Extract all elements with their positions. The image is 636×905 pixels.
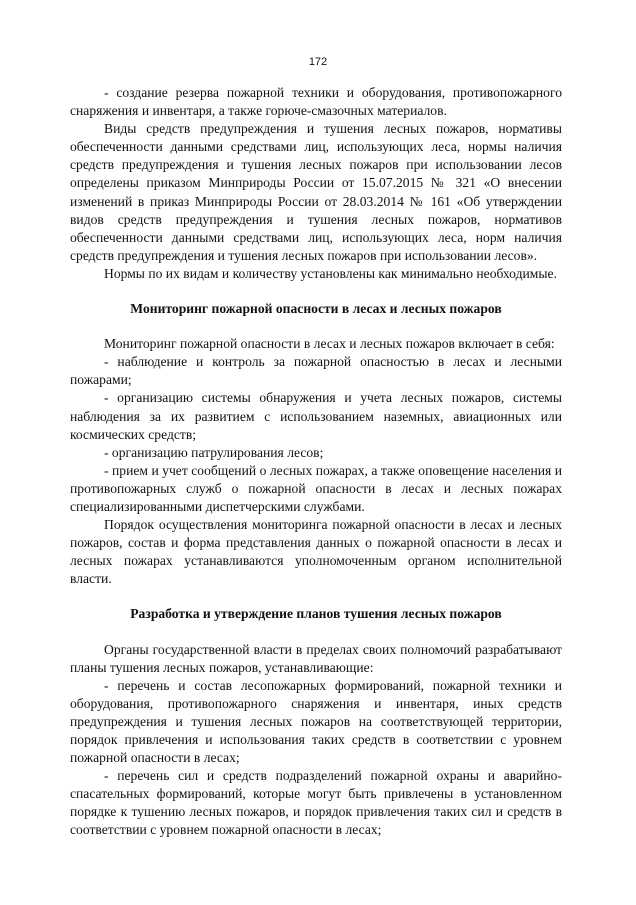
- page-number: 172: [308, 56, 328, 68]
- document-body: [70, 84, 562, 840]
- section-heading-monitoring: Мониторинг пожарной опасности в лесах и лесных пожаров: [130, 301, 502, 317]
- paragraph-monitoring-procedure: Порядок осуществления мониторинга пожарной опасности в лесах и лесных пожаров, состав и форма представления данных о пожарной опасности в лесах и лесных пожарах устанавливаются уполномоченным органом исполнительной власти.: [70, 517, 562, 587]
- list-item-patrolling: - организацию патрулирования лесов;: [104, 444, 324, 460]
- spacer: [70, 318, 562, 335]
- list-item-formations: - перечень и состав лесопожарных формирований, пожарной техники и оборудования, противопожарного снаряжения и инвентаря, иных средств предупреждения и тушения лесных пожаров на соответствующей территории, порядок привлечения и использования таких средств в соответствии с уровнем пожарной опасности в лесах;: [70, 677, 562, 766]
- paragraph-means-types: Виды средств предупреждения и тушения лесных пожаров, нормативы обеспеченности данными средствами лиц, использующих леса, нормы наличия средств предупреждения и тушения лесных пожаров при использовании лесов определены приказом Минприроды России от 15.07.2015 № 321 «О внесении изменений в приказ Минприроды России от 28.03.2014 № 161 «Об утверждении видов средств предупреждения и тушения лесных пожаров, нормативов обеспеченности данными средствами лиц, использующих леса, норм наличия средств предупреждения и тушения лесных пожаров при использовании лесов».: [70, 121, 562, 263]
- list-item-forces: - перечень сил и средств подразделений пожарной охраны и аварийно-спасательных формирований, которые могут быть привлечены в установленном порядке к тушению лесных пожаров, и порядок привлечения таких сил и средств в соответствии с уровнем пожарной опасности в лесах;: [70, 768, 562, 838]
- list-item-reports: - прием и учет сообщений о лесных пожарах, а также оповещение населения и противопожарных служб о пожарной опасности в лесах и лесных пожарах специализированными диспетчерскими службами.: [70, 462, 562, 514]
- list-item-observation: - наблюдение и контроль за пожарной опасностью в лесах и лесными пожарами;: [70, 354, 562, 388]
- paragraph-norms: Нормы по их видам и количеству установлены как минимально необходимые.: [104, 265, 557, 281]
- paragraph-monitoring-intro: Мониторинг пожарной опасности в лесах и лесных пожаров включает в себя:: [104, 336, 555, 352]
- section-heading-plans: Разработка и утверждение планов тушения лесных пожаров: [130, 606, 502, 622]
- spacer: [70, 624, 562, 641]
- paragraph-reserve: - создание резерва пожарной техники и оборудования, противопожарного снаряжения и инвентаря, а также горюче-смазочных материалов.: [70, 85, 562, 119]
- spacer: [70, 283, 562, 300]
- paragraph-plans-intro: Органы государственной власти в пределах своих полномочий разрабатывают планы тушения лесных пожаров, устанавливающие:: [70, 641, 562, 675]
- list-item-detection-system: - организацию системы обнаружения и учета лесных пожаров, системы наблюдения за их развитием с использованием наземных, авиационных или космических средств;: [70, 390, 562, 442]
- spacer: [70, 588, 562, 605]
